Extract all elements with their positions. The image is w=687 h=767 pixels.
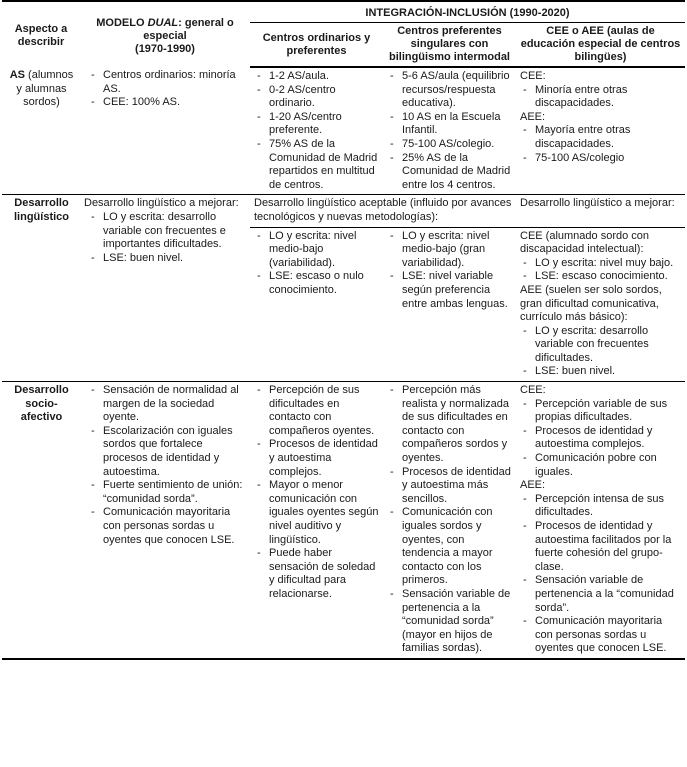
linguistico-integ-intro: Desarrollo lingüístico aceptable (influido por avances tecnológicos y nuevas metodologías):: [250, 195, 516, 227]
as-cee-list: [520, 84, 682, 111]
list-item: - Centros ordinarios: minoría AS.: [88, 69, 247, 96]
socio-aee-list: [520, 493, 682, 656]
aspect-as-rest: (alumnos y alumnas sordos): [16, 69, 74, 109]
header-modelo-dual-italic: DUAL: [147, 16, 179, 29]
list-item: - LO y escrita: desarrollo variable con frecuentes e importantes dificultades.: [88, 211, 247, 252]
list-item: - Comunicación mayoritaria con personas sordas u oyentes que conocen LSE.: [520, 615, 682, 656]
list-item: - LSE: escaso conocimiento.: [520, 270, 682, 284]
header-integracion: INTEGRACIÓN-INCLUSIÓN (1990-2020): [250, 1, 685, 23]
list-item: - Percepción variable de sus propias dificultades.: [520, 398, 682, 425]
as-ordinarios-list: [254, 70, 380, 192]
linguistico-dual-intro: Desarrollo lingüístico a mejorar:: [84, 197, 239, 210]
socio-cee-list: [520, 398, 682, 480]
as-aee-heading: AEE:: [520, 110, 546, 123]
list-item: - Sensación de normalidad al margen de la sociedad oyente.: [88, 384, 247, 425]
aspect-as-bold: AS: [9, 69, 25, 81]
aspect-linguistico: Desarrollo lingüístico: [2, 195, 80, 382]
header-singulares: Centros preferentes singulares con bilingüismo intermodal: [383, 23, 516, 68]
linguistico-aee-list: [520, 325, 682, 379]
list-item: - Procesos de identidad y autoestima más sencillos.: [387, 466, 513, 507]
list-item: - LSE: buen nivel.: [520, 365, 682, 379]
linguistico-cee-cell: [516, 227, 685, 382]
list-item: - 75-100 AS/colegio.: [387, 138, 513, 152]
list-item: - Procesos de identidad y autoestima facilitados por la fuerte cohesión del grupo-clase.: [520, 520, 682, 574]
list-item: - LO y escrita: desarrollo variable con frecuentes dificultades.: [520, 325, 682, 366]
list-item: - Comunicación pobre con iguales.: [520, 452, 682, 479]
linguistico-dual-cell: [80, 195, 250, 382]
list-item: - Percepción intensa de sus dificultades.: [520, 493, 682, 520]
header-ordinarios: Centros ordinarios y preferentes: [250, 23, 383, 68]
list-item: - 25% AS de la Comunidad de Madrid entre los 4 centros.: [387, 152, 513, 193]
aspect-socio: Desarrollo socio-afectivo: [2, 382, 80, 659]
list-item: - LO y escrita: nivel medio-bajo (gran variabilidad).: [387, 230, 513, 271]
list-item: - Sensación variable de pertenencia a la “comunidad sorda”.: [520, 574, 682, 615]
list-item: - Fuerte sentimiento de unión: “comunidad sorda”.: [88, 479, 247, 506]
list-item: - 5-6 AS/aula (equilibrio recursos/respuesta educativa).: [387, 70, 513, 111]
linguistico-singulares-cell: [383, 227, 516, 382]
list-item: - Mayoría entre otras discapacidades.: [520, 124, 682, 151]
list-item: - 75% AS de la Comunidad de Madrid repartidos en multitud de centros.: [254, 138, 380, 192]
linguistico-cee-list: [520, 257, 682, 284]
socio-cee-heading: CEE:: [520, 384, 546, 397]
linguistico-cee-heading: CEE (alumnado sordo con discapacidad intelectual):: [520, 229, 650, 256]
as-dual-cell: [80, 67, 250, 195]
list-item: - Minoría entre otras discapacidades.: [520, 84, 682, 111]
socio-dual-list: [84, 384, 247, 547]
socio-singulares-list: [387, 384, 513, 656]
as-dual-list: [84, 69, 247, 110]
list-item: - Sensación variable de pertenencia a la “comunidad sorda” (mayor en hijos de familias sordas).: [387, 588, 513, 656]
list-item: - 10 AS en la Escuela Infantil.: [387, 111, 513, 138]
socio-singulares-cell: [383, 382, 516, 659]
list-item: - LSE: escaso o nulo conocimiento.: [254, 270, 380, 297]
list-item: - Procesos de identidad y autoestima complejos.: [254, 438, 380, 479]
list-item: - Percepción de sus dificultades en contacto con compañeros oyentes.: [254, 384, 380, 438]
list-item: - Procesos de identidad y autoestima complejos.: [520, 425, 682, 452]
socio-ordinarios-list: [254, 384, 380, 602]
list-item: - LO y escrita: nivel medio-bajo (variabilidad).: [254, 230, 380, 271]
row-socio: [2, 382, 685, 659]
socio-aee-heading: AEE:: [520, 479, 546, 492]
aspect-as: [2, 67, 80, 195]
list-item: - CEE: 100% AS.: [88, 96, 247, 110]
as-ordinarios-cell: [250, 67, 383, 195]
socio-cee-cell: [516, 382, 685, 659]
header-modelo-dual: MODELO DUAL: general o especial (1970-1990): [80, 1, 250, 67]
linguistico-ordinarios-cell: [250, 227, 383, 382]
list-item: - Puede haber sensación de soledad y dificultad para relacionarse.: [254, 547, 380, 601]
header-aspect: Aspecto a describir: [2, 1, 80, 67]
list-item: - Percepción más realista y normalizada de sus dificultades en contacto con compañeros sordos y oyentes.: [387, 384, 513, 466]
list-item: - Escolarización con iguales sordos que fortalece procesos de identidad y autoestima.: [88, 425, 247, 479]
as-singulares-cell: [383, 67, 516, 195]
socio-dual-cell: [80, 382, 250, 659]
list-item: - LO y escrita: nivel muy bajo.: [520, 257, 682, 271]
linguistico-aee-heading: AEE (suelen ser solo sordos, gran dificultad comunicativa, currículo más básico):: [520, 283, 662, 324]
list-item: - 1-20 AS/centro preferente.: [254, 111, 380, 138]
socio-ordinarios-cell: [250, 382, 383, 659]
as-cee-cell: [516, 67, 685, 195]
list-item: - Comunicación mayoritaria con personas sordas u oyentes que conocen LSE.: [88, 506, 247, 547]
linguistico-dual-list: [84, 211, 247, 265]
list-item: - LSE: nivel variable según preferencia entre ambas lenguas.: [387, 270, 513, 311]
linguistico-singulares-list: [387, 230, 513, 312]
linguistico-ordinarios-list: [254, 230, 380, 298]
list-item: - LSE: buen nivel.: [88, 252, 247, 266]
row-as: [2, 67, 685, 195]
list-item: - 75-100 AS/colegio: [520, 152, 682, 166]
linguistico-cee-intro: Desarrollo lingüístico a mejorar:: [516, 195, 685, 227]
list-item: - Comunicación con iguales sordos y oyentes, con tendencia a mayor contacto con los primeros.: [387, 506, 513, 588]
as-cee-heading: CEE:: [520, 70, 546, 82]
as-aee-list: [520, 124, 682, 165]
list-item: - 0-2 AS/centro ordinario.: [254, 84, 380, 111]
comparison-table: [2, 0, 685, 660]
list-item: - Mayor o menor comunicación con iguales oyentes según nivel auditivo y lingüístico.: [254, 479, 380, 547]
row-linguistico-intro: [2, 195, 685, 227]
as-singulares-list: [387, 70, 513, 192]
header-cee: CEE o AEE (aulas de educación especial de centros bilingües): [516, 23, 685, 68]
list-item: - 1-2 AS/aula.: [254, 70, 380, 84]
header-modelo-dual-years: (1970-1990): [135, 42, 195, 55]
